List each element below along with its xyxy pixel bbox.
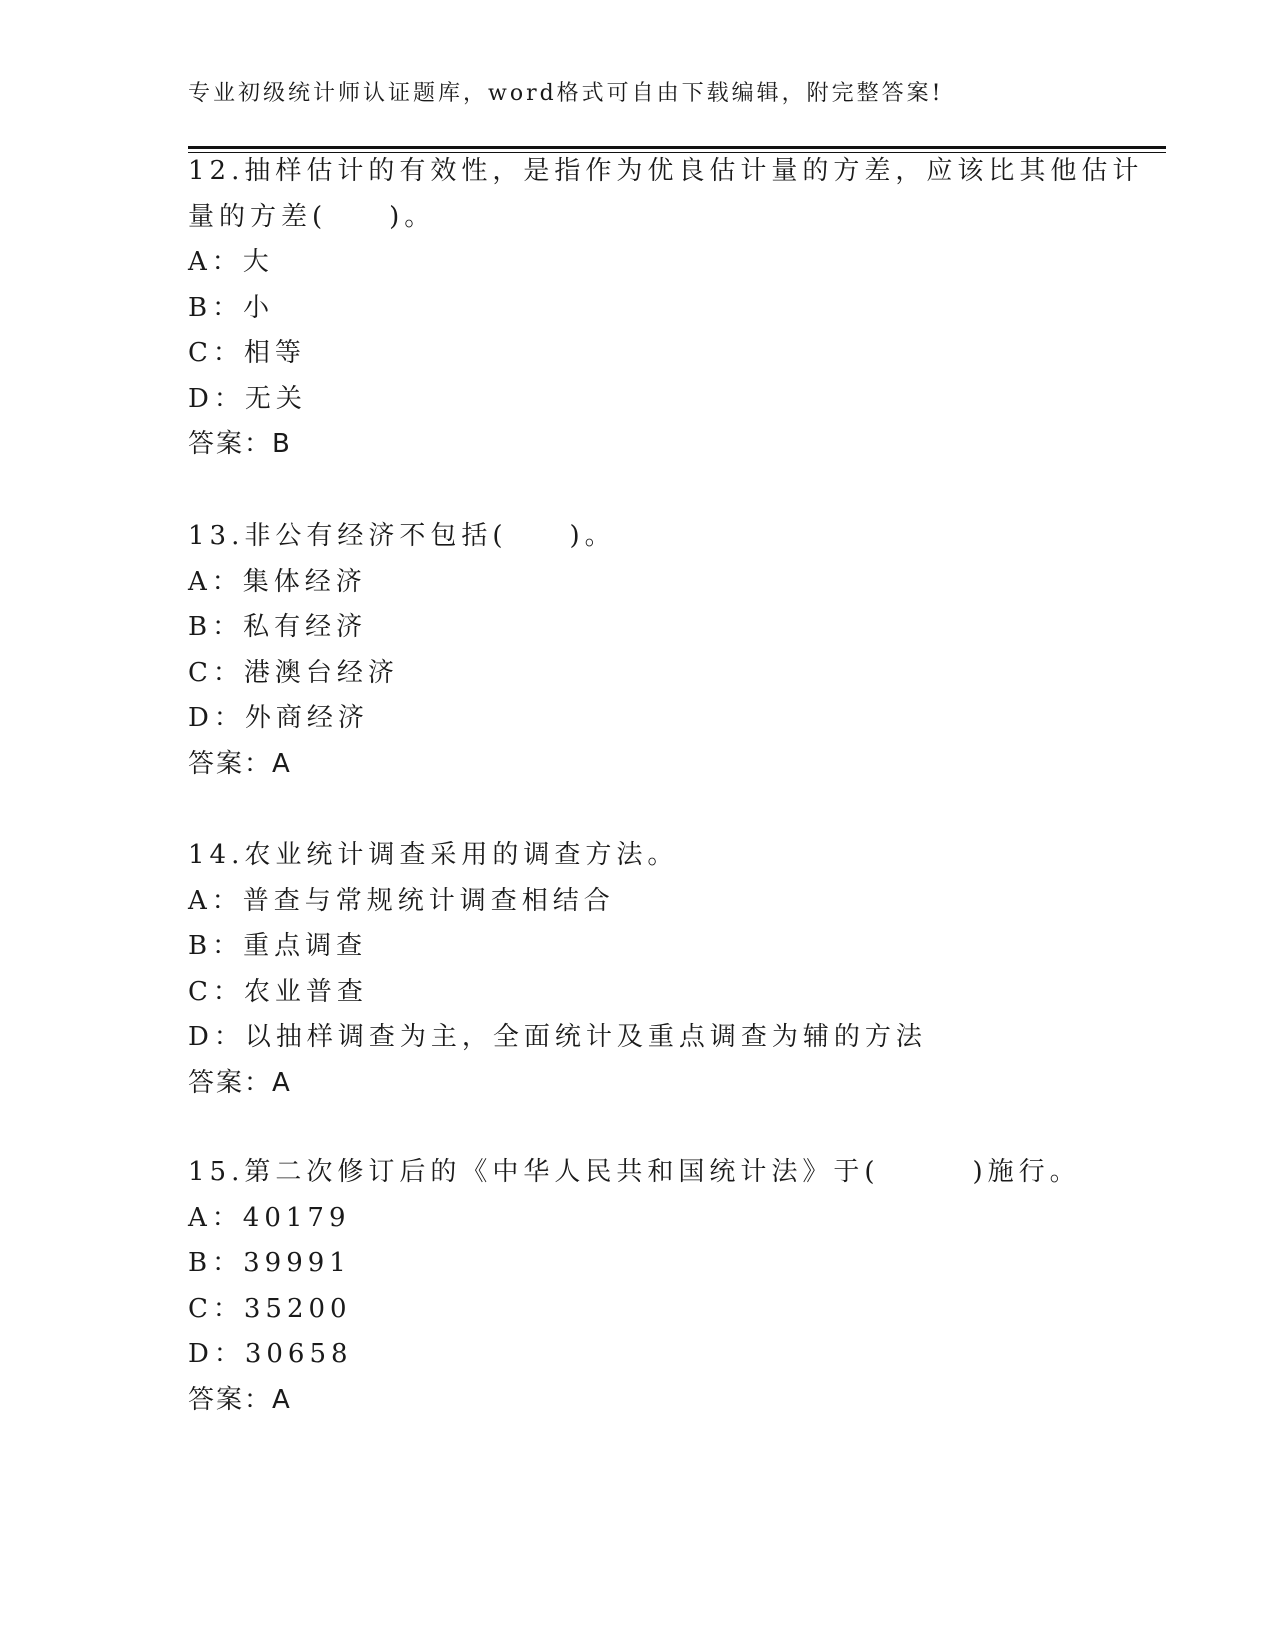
option-b: B：私有经济 <box>188 612 368 642</box>
answer: 答案：A <box>188 748 292 779</box>
option-c: C：港澳台经济 <box>188 657 399 688</box>
question-15 <box>188 1150 1088 1423</box>
question-14 <box>188 833 1088 1106</box>
question-stem: 12.抽样估计的有效性，是指作为优良估计量的方差，应该比其他估计 <box>188 156 1144 186</box>
question-stem: 14.农业统计调查采用的调查方法。 <box>188 840 679 870</box>
option-a: A：大 <box>188 247 274 277</box>
question-12 <box>188 149 1144 468</box>
option-c: C：35200 <box>188 1293 352 1324</box>
option-d: D：30658 <box>188 1339 353 1369</box>
option-a: A：集体经济 <box>188 566 367 597</box>
option-a: A：普查与常规统计调查相结合 <box>188 885 615 916</box>
option-c: C：农业普查 <box>188 976 368 1007</box>
option-d: D：以抽样调查为主，全面统计及重点调查为辅的方法 <box>188 1022 927 1052</box>
answer: 答案：A <box>188 1067 292 1098</box>
option-c: C：相等 <box>188 338 306 368</box>
question-stem: 13.非公有经济不包括( )。 <box>188 521 616 551</box>
question-stem: 量的方差( )。 <box>188 201 436 232</box>
page-header: 专业初级统计师认证题库，word格式可自由下载编辑，附完整答案! <box>188 81 944 106</box>
option-b: B：小 <box>188 292 275 323</box>
option-a: A：40179 <box>188 1202 351 1233</box>
answer: 答案：A <box>188 1384 292 1415</box>
option-b: B：重点调查 <box>188 931 368 961</box>
question-13 <box>188 514 1088 787</box>
option-d: D：无关 <box>188 383 307 414</box>
option-d: D：外商经济 <box>188 703 369 733</box>
answer: 答案：B <box>188 429 292 459</box>
option-b: B：39991 <box>188 1248 351 1278</box>
question-stem: 15.第二次修订后的《中华人民共和国统计法》于( )施行。 <box>188 1157 1081 1187</box>
